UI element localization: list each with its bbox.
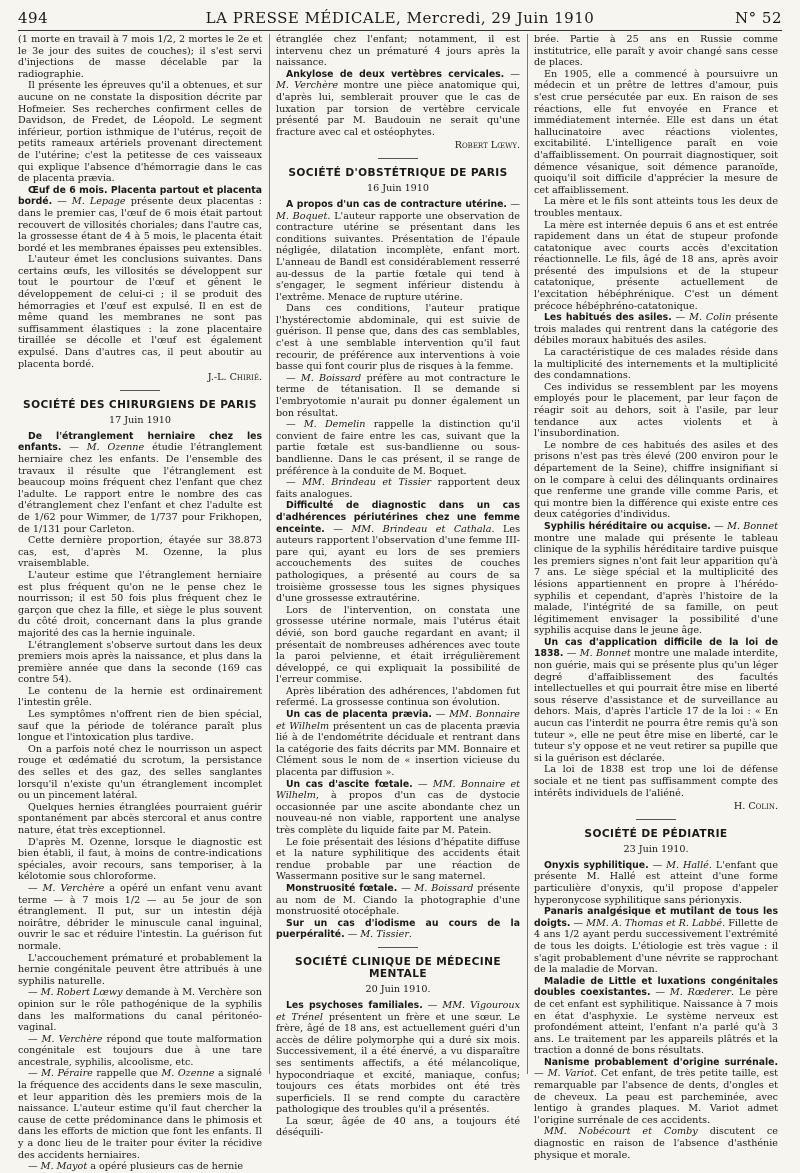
entry-title: Ankylose de deux vertèbres cervicales.: [286, 68, 505, 80]
divider: [636, 819, 676, 820]
author: M. Verchère: [41, 1033, 103, 1045]
entry-title: Onyxis syphilitique.: [544, 859, 649, 871]
author: MM. Vigouroux et Trénel: [276, 999, 520, 1023]
entry-text: rappelle que: [96, 1068, 162, 1080]
paragraph: Le contenu de la hernie est ordinairement l'intestin grêle.: [18, 685, 262, 709]
section-date: 16 Juin 1910: [367, 182, 429, 194]
entry-title: A propos d'un cas de contracture utérine.: [286, 198, 507, 210]
divider: [378, 947, 418, 948]
entry-title: Un cas de placenta prævia.: [286, 709, 432, 721]
entry-title: Les habitués des asiles.: [544, 312, 672, 324]
author: M. Rœderer: [669, 987, 732, 999]
entry-title: Monstruosité fœtale.: [286, 882, 398, 894]
entry-text: a signalé la fréquence des accidents dans le sexe masculin, et leur apparition dès les premiers mois de la naissance. L'auteur estime qu'il faut chercher la cause de cette prédominance dans le phimosis et dans les efforts de miction que font les enfants. Il y a donc lieu de le traiter pour éviter la récidive des accidents herniaires.: [18, 1068, 262, 1161]
entry-title: Un cas d'ascite fœtale.: [286, 778, 413, 790]
paragraph: — M. Verchère répond que toute malformation congénitale est toujours due à une tare ancestrale, syphilis, alcoolisme, etc.: [18, 1033, 262, 1068]
paragraph: Quelques hernies étranglées pourraient guérir spontanément par abcès stercoral et anus contre nature, état très exceptionnel.: [18, 801, 262, 836]
signature: H. Colin.: [733, 801, 778, 813]
paragraph: De l'étranglement herniaire chez les enfants. — M. Ozenne étudie l'étranglement herniaire chez les enfants. De l'ensemble des travaux il résulte que l'étranglement est beaucoup moins fréquent chez l'enfant que chez l'adulte. Le rapport entre le nombre des cas d'étranglement chez l'enfant et chez l'adulte est de 1/62 pour Wimmer, de 1/737 pour Frikhopen, de 1/131 pour Carleton.: [18, 430, 262, 535]
paragraph: étranglée chez l'enfant; notamment, il est intervenu chez un prématuré 4 jours après la naissance.: [276, 34, 520, 69]
paragraph: Il présente les épreuves qu'il a obtenues, et sur aucune on ne constate la disposition décrite par Hofmeier. Ses recherches confirment celles de Davidson, de Fredet, de Léopold. Le segment inférieur, portion isthmique de l'utérus, reçoit de petits rameaux artériels provenant directement de l'utérine; c'est la petitesse de ces vaisseaux qui explique l'absence d'hémorragie dans le cas de placenta prævia.: [18, 80, 262, 185]
paragraph: [534, 1126, 778, 1161]
entry-text: demande à M. Verchère son opinion sur le rôle pathogénique de la syphilis dans les malformations du canal péritonéo-vaginal.: [18, 987, 262, 1034]
author: MM. Brindeau et Cathala: [351, 523, 492, 535]
author: M. Péraire: [41, 1068, 93, 1080]
author: M. Boissard: [414, 882, 474, 894]
paragraph: Nanisme probablement d'origine surrénale. — M. Variot. Cet enfant, de très petite taille, est remarquable par l'absence de dents, d'ongles et de cheveux. La peau est parcheminée, avec lentigo à grandes plaques. M. Variot admet l'origine surrénale de ces accidents.: [534, 1056, 778, 1126]
paragraph: L'accouchement prématuré et probablement la hernie congénitale peuvent être attribués à une syphilis naturelle.: [18, 952, 262, 987]
paragraph: — MM. Brindeau et Tissier rapportent deux faits analogues.: [276, 477, 520, 500]
entry-text: présentent un frère et une sœur. Le frère, âgé de 18 ans, est actuellement guéri d'un accès de délire polymorphe qui a duré six mois. Successivement, il a été énervé, a vu disparaître ses sentiments affectifs, a été mélancolique, hypocondriaque et excité, maniaque, confus; toujours ces états morbides ont été très superficiels. Il se rend compte du caractère pathologique des troubles qu'il a présentés.: [276, 1011, 520, 1116]
author: M. Robert Lœwy: [40, 987, 123, 999]
paragraph: L'auteur estime que l'étranglement herniaire est plus fréquent qu'on ne le pense chez le nourrisson; il est 50 fois plus fréquent chez le garçon que chez la fille, et siège le plus souvent du côté droit, concernant dans la plus grande majorité des cas la hernie inguinale.: [18, 569, 262, 639]
paragraph: La mère est internée depuis 6 ans et est entrée rapidement dans un état de stupeur profonde catatonique avec courts accès d'excitation réactionnelle. Le fils, âgé de 18 ans, après avoir présenté des impulsions et de la stupeur catatonique, présente actuellement de l'excitation hébéphrénique. C'est un dément précoce hébéphréno-catatonique.: [534, 219, 778, 312]
journal-title: LA PRESSE MÉDICALE, Mercredi, 29 Juin 1910: [205, 9, 595, 27]
author: M. Ozenne: [86, 442, 145, 454]
section-date: 23 Juin 1910.: [623, 843, 689, 855]
paragraph: Les psychoses familiales. — MM. Vigouroux et Trénel présentent un frère et une sœur. Le frère, âgé de 18 ans, est actuellement guéri d'un accès de délire polymorphe qui a duré six mois. Successivement, il a été énervé, a vu disparaître ses sentiments affectifs, a été mélancolique, hypocondriaque et excité, maniaque, confus; toujours ces états morbides ont été très superficiels. Il se rend compte du caractère pathologique des troubles qu'il a présentés.: [276, 999, 520, 1116]
author: MM. Nobécourt et Comby: [544, 1126, 698, 1138]
author: M. Colin: [689, 312, 732, 324]
entry-text: présentent un cas de placenta prævia lié à de l'endométrite déciduale et rentrant dans la catégorie des faits décrits par MM. Bonnaire et Clément sous le nom de « insertion vicieuse du placenta par diffusion ».: [276, 720, 520, 779]
paragraph: En 1905, elle a commencé à poursuivre un médecin et un prêtre de lettres d'amour, puis s'est crue persécutée par eux. En raison de ses réactions, elle fut envoyée en France et immédiatement internée. Elle est dans un état hallucinatoire avec réactions violentes, excitabilité. L'intelligence paraît en voie d'affaiblissement. On pourrait diagnostiquer, soit démence vésanique, soit démence paranoïde, quoiqu'il soit difficile d'apprécier la mesure de cet affaiblissement.: [534, 68, 778, 196]
author: MM. A. Thomas et R. Labbé: [586, 917, 723, 929]
paragraph: L'auteur émet les conclusions suivantes. Dans certains œufs, les villosités se développent sur tout le pourtour de l'œuf et gênent le développement de celui-ci ; il se produit des hémorragies et l'œuf est expulsé. Il en est de même quand les membranes ne sont pas suffisamment élastiques : la zone placentaire tiraillée se décolle et l'œuf est également expulsé. Dans d'autres cas, il peut aboutir au placenta bordé.: [18, 254, 262, 370]
author: M. Bonnet: [727, 520, 778, 532]
paragraph: Cette dernière proportion, étayée sur 38.873 cas, est, d'après M. Ozenne, la plus vraisemblable.: [18, 535, 262, 570]
section-title: SOCIÉTÉ D'OBSTÉTRIQUE DE PARIS: [288, 166, 508, 179]
paragraph: — M. Robert Lœwy demande à M. Verchère son opinion sur le rôle pathogénique de la syphilis dans les malformations du canal péritonéo-vaginal.: [18, 987, 262, 1034]
entry-text: montre une pièce anatomique qui, d'après lui, semblerait prouver que le cas de luxation par torsion de vertèbre cervicale présenté par M. Baudouin ne serait qu'une fracture avec cal et ostéophytes.: [276, 80, 520, 138]
paragraph: On a parfois noté chez le nourrisson un aspect rouge et œdématié du scrotum, la persistance des selles et des gaz, des selles sanglantes lorsqu'il n'existe qu'un étranglement incomplet ou un pincement latéral.: [18, 743, 262, 802]
entry-text: préfère au mot contracture le terme de tétanisation. Il se demande si l'embryotomie n'aurait pu donner également un bon résultat.: [276, 372, 520, 419]
paragraph: Onyxis syphilitique. — M. Hallé. L'enfant que présente M. Hallé est atteint d'une forme particulière d'onyxis, qu'il propose d'appeler hyperonycose syphilitique sans périonyxis.: [534, 859, 778, 906]
paragraph: Dans ces conditions, l'auteur pratique l'hystérectomie abdominale, qui est suivie de guérison. Il pense que, dans des cas semblables, c'est à une semblable intervention qu'il faut recourir, de préférence aux interventions à voie basse qui font courir plus de risques à la femme.: [276, 303, 520, 373]
entry-title: De l'étranglement herniaire chez les enfants.: [18, 430, 262, 454]
paragraph: D'après M. Ozenne, lorsque le diagnostic est bien établi, il faut, à moins de contre-indications spéciales, avoir recours, sans temporiser, à la kélotomie sous chloroforme.: [18, 836, 262, 883]
paragraph: Les habitués des asiles. — M. Colin présente trois malades qui rentrent dans la catégorie des débiles moraux habitués des asiles.: [534, 312, 779, 347]
entry-text: discutent ce diagnostic en raison de l'absence d'asthénie physique et morale.: [534, 1126, 778, 1161]
entry-text: présente au nom de M. Ciando la photographie d'une monstruosité otocéphale.: [276, 882, 520, 918]
author: M. Verchère: [42, 882, 105, 894]
entry-text: montre une malade qui présente le tableau clinique de la syphilis héréditaire tardive puisque les premiers signes n'ont fait leur apparition qu'à 7 ans. Le siège spécial et la multiplicité des lésions appartiennent en propre à l'hérédo-syphilis et cependant, d'après l'histoire de la malade, l'intégrité de sa famille, on peut légitimement envisager la possibilité d'une syphilis acquise dans le jeune âge.: [534, 532, 778, 637]
divider: [378, 158, 418, 159]
paragraph: Les symptômes n'offrent rien de bien spécial, sauf que la période de tolérance paraît plus longue et l'intoxication plus tardive.: [18, 709, 262, 744]
paragraph: — M. Péraire rappelle que M. Ozenne a signalé la fréquence des accidents dans le sexe masculin, et leur apparition dès les premiers mois de la naissance. L'auteur estime qu'il faut chercher la cause de cette prédominance dans le phimosis et dans les efforts de miction que font les enfants. Il y a donc lieu de le traiter pour éviter la récidive des accidents herniaires.: [18, 1068, 262, 1161]
entry-title: Maladie de Little et luxations congénitales doubles coexistantes.: [534, 975, 778, 999]
section-title: SOCIÉTÉ DES CHIRURGIENS DE PARIS: [23, 398, 257, 411]
section-title: SOCIÉTÉ DE PÉDIATRIE: [584, 827, 728, 840]
entry-text: rapportent deux faits analogues.: [276, 477, 520, 500]
column-left: [18, 34, 262, 1173]
entry-text: Fillette de 4 ans 1/2 ayant perdu successivement l'extrémité de tous les doigts. L'étiologie est très vague : il s'agit probablement d'une névrite se rapprochant de la maladie de Morvan.: [534, 917, 778, 976]
author: MM. Bonnaire et Wilhelm: [276, 709, 520, 732]
paragraph: Monstruosité fœtale. — M. Boissard présente au nom de M. Ciando la photographie d'une monstruosité otocéphale.: [276, 882, 520, 918]
paragraph: Panaris analgésique et mutilant de tous les doigts. — MM. A. Thomas et R. Labbé. Fillette de 4 ans 1/2 ayant perdu successivement l'extrémité de tous les doigts. L'étiologie est très vague : il s'agit probablement d'une névrite se rapprochant de la maladie de Morvan.: [534, 906, 778, 976]
article-columns: [18, 34, 782, 1173]
paragraph: La mère et le fils sont atteints tous les deux de troubles mentaux.: [534, 196, 778, 219]
paragraph: Syphilis héréditaire ou acquise. — M. Bonnet montre une malade qui présente le tableau clinique de la syphilis héréditaire tardive puisque les premiers signes n'ont fait leur apparition qu'à 7 ans. Le siège spécial et la multiplicité des lésions appartiennent en propre à l'hérédo-syphilis et cependant, d'après l'histoire de la malade, l'intégrité de sa famille, on peut légitimement envisager la possibilité d'une syphilis acquise dans le jeune âge.: [534, 520, 778, 637]
paragraph: La sœur, âgée de 40 ans, a toujours été déséquili-: [276, 1115, 520, 1139]
author: MM. Brindeau et Tissier: [302, 477, 432, 489]
signature: Robert Lœwy.: [454, 140, 520, 152]
column-right: [534, 34, 779, 1161]
entry-title: Un cas d'application difficile de la loi de 1838.: [534, 636, 778, 660]
paragraph: La caractéristique de ces malades réside dans la multiplicité des internements et la multiplicité des condamnations.: [534, 347, 778, 382]
author: M. Demelin: [303, 419, 366, 431]
paragraph: Un cas de placenta prævia. — MM. Bonnaire et Wilhelm présentent un cas de placenta prævia lié à de l'endométrite déciduale et rentrant dans la catégorie des faits décrits par MM. Bonnaire et Clément sous le nom de « insertion vicieuse du placenta par diffusion ».: [276, 709, 520, 779]
entry-title: Difficulté de diagnostic dans un cas d'adhérences périutérines chez une femme enceinte.: [276, 500, 520, 535]
section-title: SOCIÉTÉ CLINIQUE DE MÉDECINE MENTALE: [294, 955, 502, 980]
author: M. Variot: [547, 1068, 594, 1080]
entry-text: Le père de cet enfant est syphilitique. Naissance à 7 mois en état d'asphyxie. Le système nerveux est profondément atteint, l'enfant n'a parlé qu'à 3 ans. Le traitement par les appareils plâtrés et la traction a donné de bons résultats.: [534, 987, 778, 1057]
paragraph: La loi de 1838 est trop une loi de défense sociale et ne tient pas suffisamment compte des intérêts individuels de l'aliéné.: [534, 764, 778, 799]
column-rule: [269, 34, 270, 1074]
paragraph: L'étranglement s'observe surtout dans les deux premiers mois après la naissance, et plus dans la première année que dans la seconde (169 cas contre 54).: [18, 639, 262, 686]
entry-title: Sur un cas d'iodisme au cours de la puerpéralité.: [276, 917, 520, 941]
entry-text: présente trois malades qui rentrent dans la catégorie des débiles moraux habitués des asiles.: [534, 312, 779, 347]
paragraph: Le nombre de ces habitués des asiles et des prisons n'est pas très élevé (200 environ pour le département de la Seine), chiffre insignifiant si on le compare à celui des délinquants ordinaires que renferme une grande ville comme Paris, et qui montre bien la différence qui existe entre ces deux catégories d'individus.: [534, 439, 778, 521]
section-date: 17 Juin 1910: [109, 414, 171, 426]
signature: J.-L. Chirié.: [207, 372, 262, 384]
paragraph: A propos d'un cas de contracture utérine. — M. Boquet. L'auteur rapporte une observation de contracture utérine se présentant dans les conditions suivantes. Présentation de l'épaule négligée, dilatation incomplète, enfant mort. L'anneau de Bandl est considérablement resserré au-dessus de la partie fœtale qui tend à s'engager, le segment inférieur distendu à l'extrême. Menace de rupture utérine.: [276, 198, 520, 303]
paragraph: — M. Boissard préfère au mot contracture le terme de tétanisation. Il se demande si l'embryotomie n'aurait pu donner également un bon résultat.: [276, 372, 520, 419]
paragraph: Maladie de Little et luxations congénitales doubles coexistantes. — M. Rœderer. Le père de cet enfant est syphilitique. Naissance à 7 mois en état d'asphyxie. Le système nerveux est profondément atteint, l'enfant n'a parlé qu'à 3 ans. Le traitement par les appareils plâtrés et la traction a donné de bons résultats.: [534, 975, 778, 1057]
entry-text: étudie l'étranglement herniaire chez les enfants. De l'ensemble des travaux il résulte que l'étranglement est beaucoup moins fréquent chez l'enfant que chez l'adulte. Le rapport entre le nombre des cas d'étranglement chez l'enfant et chez l'adulte est de 1/62 pour Wimmer, de 1/737 pour Frikhopen, de 1/131 pour Carleton.: [18, 442, 262, 535]
paragraph: — M. Mayot a opéré plusieurs cas de hernie: [28, 1161, 244, 1173]
entry-text: montre une malade interdite, non guérie, mais qui se présente plus qu'un léger degré d'affaiblissement des facultés intellectuelles et qui pourrait être mise en liberté sous réserve d'assistance et de surveillance au dehors. Mais, d'après l'article 17 de la loi : « En aucun cas l'interdit ne pourra être remis qu'à son tuteur », elle ne peut être mise en liberté, car le tuteur s'y oppose et ne veut retirer sa pupille que si la guérison est déclarée.: [534, 648, 779, 764]
paragraph: brée. Partie à 25 ans en Russie comme institutrice, elle paraît y avoir changé sans cesse de places.: [534, 34, 778, 69]
entry-title: Panaris analgésique et mutilant de tous les doigts.: [534, 906, 778, 929]
page-header: [18, 4, 782, 31]
paragraph: Un cas d'application difficile de la loi de 1838. — M. Bonnet montre une malade interdite, non guérie, mais qui se présente plus qu'un léger degré d'affaiblissement des facultés intellectuelles et qui pourrait être mise en liberté sous réserve d'assistance et de surveillance au dehors. Mais, d'après l'article 17 de la loi : « En aucun cas l'interdit ne pourra être remis qu'à son tuteur », elle ne peut être mise en liberté, car le tuteur s'y oppose et ne veut retirer sa pupille que si la guérison est déclarée.: [534, 636, 779, 764]
entry-title: Les psychoses familiales.: [286, 999, 423, 1011]
author: M. Bonnet: [579, 648, 631, 660]
entry-text: a opéré plusieurs cas de hernie: [90, 1161, 244, 1173]
entry-text: rappelle la distinction qu'il convient de faire entre les cas, suivant que la partie fœtale est sus-bandlienne ou sous-bandlienne. Dans le cas présent, il se range de préférence à la conduite de M. Boquet.: [276, 419, 520, 477]
paragraph: Un cas d'ascite fœtale. — MM. Bonnaire et Wilhelm, à propos d'un cas de dystocie occasionnée par une ascite abondante chez un nouveau-né non viable, rapportent une analyse très complète du liquide faite par M. Patein.: [276, 778, 520, 836]
column-middle: [276, 34, 520, 1139]
issue-number: N° 52: [735, 9, 782, 27]
paragraph: (1 morte en travail à 7 mois 1/2, 2 mortes le 2e et le 3e jour des suites de couches); il s'est servi d'injections de masse décelable par la radiographie.: [18, 34, 262, 80]
author: M. Tissier: [360, 929, 409, 941]
author: M. Verchère: [276, 80, 339, 92]
divider: [120, 390, 160, 391]
paragraph: Sur un cas d'iodisme au cours de la puerpéralité. — M. Tissier.: [276, 917, 520, 941]
column-rule: [527, 34, 528, 1074]
paragraph: Ces individus se ressemblent par les moyens employés pour le placement, par leur façon de réagir soit au dehors, soit à l'asile, par leur tendance aux actes violents et à l'insubordination.: [534, 381, 778, 440]
paragraph: Lors de l'intervention, on constata une grossesse utérine normale, mais l'utérus était dévié, son bord gauche regardant en avant; il présentait de nombreuses adhérences avec toute la paroi pelvienne, et était irrégulièrement développé, ce qui expliquait la possibilité de l'erreur commise.: [276, 604, 520, 686]
paragraph: Après libération des adhérences, l'abdomen fut refermé. La grossesse continua son évolution.: [276, 685, 520, 709]
entry-text: présente deux placentas : dans le premier cas, l'œuf de 6 mois était partout recouvert de villosités choriales; dans l'autre cas, la grossesse étant de 4 à 5 mois, le placenta était bordé et les membranes épaisses peu extensibles.: [18, 196, 262, 254]
entry-title: Nanisme probablement d'origine surrénale.: [544, 1056, 778, 1068]
entry-title: Œuf de 6 mois. Placenta partout et placenta bordé.: [18, 184, 262, 208]
entry-text: Les auteurs rapportent l'observation d'une femme III-pare qui, ayant eu lors de ses premiers accouchements des suites de couches pathologiques, a présenté au cours de sa troisième grossesse tous les signes physiques d'une grossesse extrautérine.: [276, 523, 520, 605]
author: M. Boquet: [276, 210, 328, 222]
paragraph: Le foie présentait des lésions d'hépatite diffuse et la nature syphilitique des accidents était rendue probable par une réaction de Wassermann positive sur le sang maternel.: [276, 836, 520, 883]
entry-text: L'enfant que présente M. Hallé est atteint d'une forme particulière d'onyxis, qu'il propose d'appeler hyperonycose syphilitique sans périonyxis.: [534, 859, 778, 906]
author: M. Ozenne: [161, 1068, 215, 1080]
paragraph: — M. Demelin rappelle la distinction qu'il convient de faire entre les cas, suivant que la partie fœtale est sus-bandlienne ou sous-bandlienne. Dans le cas présent, il se range de préférence à la conduite de M. Boquet.: [276, 419, 520, 477]
paragraph: — M. Verchère a opéré un enfant venu avant terme — à 7 mois 1/2 — au 5e jour de son étranglement. Il put, sur un intestin déjà noirâtre, débrider le minuscule canal inguinal, ouvrir le sac et réduire l'intestin. La guérison fut normale.: [18, 882, 262, 952]
author: M. Boissard: [300, 372, 362, 384]
paragraph: Difficulté de diagnostic dans un cas d'adhérences périutérines chez une femme enceinte. — MM. Brindeau et Cathala. Les auteurs rapportent l'observation d'une femme III-pare qui, ayant eu lors de ses premiers accouchements des suites de couches pathologiques, a présenté au cours de sa troisième grossesse tous les signes physiques d'une grossesse extrautérine.: [276, 500, 520, 605]
entry-text: Cet enfant, de très petite taille, est remarquable par l'absence de dents, d'ongles et de cheveux. La peau est parcheminée, avec lentigo à grandes plaques. M. Variot admet l'origine surrénale de ces accidents.: [534, 1068, 778, 1126]
entry-text: L'auteur rapporte une observation de contracture utérine se présentant dans les conditions suivantes. Présentation de l'épaule négligée, dilatation incomplète, enfant mort. L'anneau de Bandl est considérablement resserré au-dessus de la partie fœtale qui tend à s'engager, le segment inférieur distendu à l'extrême. Menace de rupture utérine.: [276, 210, 520, 303]
paragraph: Œuf de 6 mois. Placenta partout et placenta bordé. — M. Lepage présente deux placentas : dans le premier cas, l'œuf de 6 mois était partout recouvert de villosités choriales; dans l'autre cas, la grossesse étant de 4 à 5 mois, le placenta était bordé et les membranes épaisses peu extensibles.: [18, 184, 262, 254]
entry-title: Syphilis héréditaire ou acquise.: [544, 520, 711, 532]
author: MM. Bonnaire et Wilhelm: [276, 778, 520, 802]
paragraph: Ankylose de deux vertèbres cervicales. — M. Verchère montre une pièce anatomique qui, d'après lui, semblerait prouver que le cas de luxation par torsion de vertèbre cervicale présenté par M. Baudouin ne serait qu'une fracture avec cal et ostéophytes.: [276, 68, 520, 138]
author: M. Mayot: [40, 1161, 88, 1173]
section-date: 20 Juin 1910.: [365, 983, 431, 995]
author: M. Hallé: [666, 859, 709, 871]
entry-text: répond que toute malformation congénitale est toujours due à une tare ancestrale, syphilis, alcoolisme, etc.: [18, 1033, 262, 1068]
author: M. Lepage: [71, 196, 126, 208]
entry-text: a opéré un enfant venu avant terme — à 7 mois 1/2 — au 5e jour de son étranglement. Il put, sur un intestin déjà noirâtre, débrider le minuscule canal inguinal, ouvrir le sac et réduire l'intestin. La guérison fut normale.: [18, 882, 262, 952]
page-number: 494: [18, 9, 49, 27]
entry-text: à propos d'un cas de dystocie occasionnée par une ascite abondante chez un nouveau-né non viable, rapportent une analyse très complète du liquide faite par M. Patein.: [276, 790, 520, 836]
